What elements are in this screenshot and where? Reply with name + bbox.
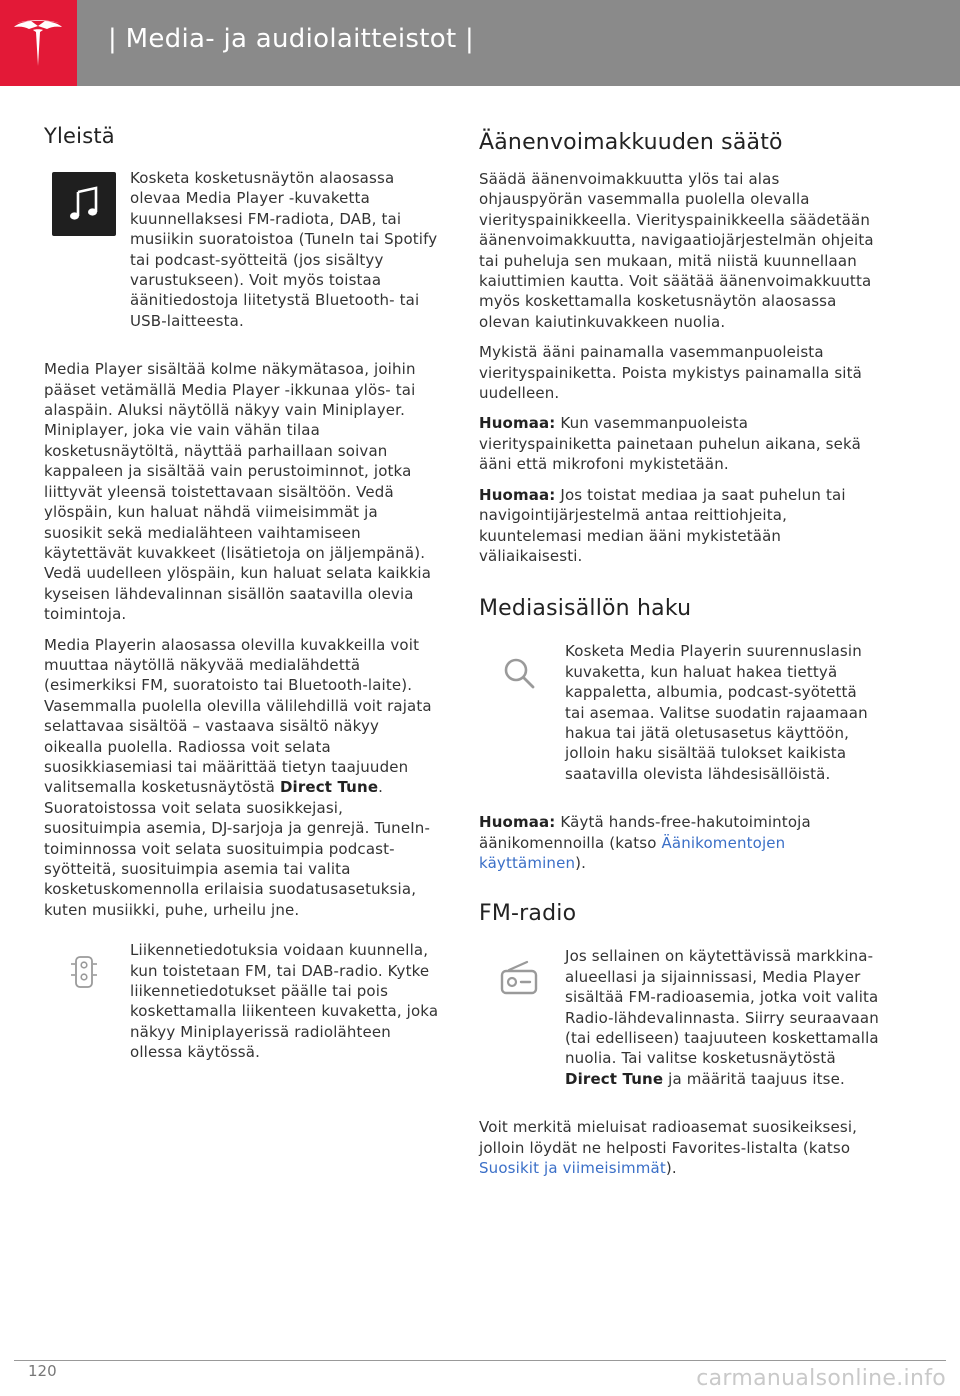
paragraph-media-sources-a: Media Playerin alaosassa olevilla kuvakkeilla voit muuttaa näytöllä näkyvää medialähdettä (esimerkiksi FM, suoratoisto tai Bluetooth-laite). Vasemmalla puolella olevilla välilehdillä voit rajata selattavaa sisältöä – vastaava sisältö näkyy oikealla puolella. Radiossa voit selata suosikkiasemiasi tai määrittää tietyn taajuuden valitsemalla kosketusnäytöstä: [44, 635, 432, 797]
fm-radio-text: [565, 946, 879, 1089]
fm-radio-block: [479, 946, 879, 1089]
fm-favorites-text-b: ).: [665, 1159, 677, 1178]
radio-icon-wrap: [487, 946, 551, 1010]
volume-note-1-text: Kun vasemmanpuoleista vierityspainiketta painetaan puhelun aikana, sekä ääni että mikrofoni mykistetään.: [479, 414, 861, 474]
search-icon-wrap: [487, 641, 551, 705]
page-header: [0, 0, 960, 86]
note-label: Huomaa:: [479, 485, 556, 504]
section-heading-general: Yleistä: [44, 124, 115, 148]
fm-favorites-paragraph: [479, 1117, 879, 1178]
fm-radio-text-a: Jos sellainen on käytettävissä markkina-alueellasi ja sijainnissasi, Media Player sisältää FM-radioasemia, jotka voit valita Radio-lähdevalinnasta. Siirry seuraavaan (tai edelliseen) taajuuteen koskettamalla nuolia. Tai valitse kosketusnäytöstä: [565, 947, 879, 1068]
volume-note-1: [479, 413, 879, 474]
traffic-light-icon: [69, 955, 99, 989]
volume-paragraph-1: Säädä äänenvoimakkuutta ylös tai alas ohjauspyörän vasemmalla puolella olevalla vierityspainikkeella. Vierityspainikkeella säädetään äänenvoimakkuutta, navigaatiojärjestelmän ohjeita tai puheluja sen mukaan, mitä niistä kuunnellaan kaiuttimien kautta. Voit säätää äänenvoimakkuutta myös koskettamalla kosketusnäytön alaosassa olevan kaiutinkuvakkeen nuolia.: [479, 170, 874, 331]
paragraph-media-sources-b: . Suoratoistossa voit selata suosikkejasi, suosituimpia asemia, DJ-sarjoja ja genrejä. TuneIn-toiminnossa voit selata suosituimpia podcast-syötteitä, suosituimpia asemia tai valita kosketuskomennolla erilaisia suodatusasetuksia, kuten musiikki, puhe, urheilu jne.: [44, 778, 431, 919]
direct-tune-keyword: Direct Tune: [565, 1069, 664, 1088]
search-text: Kosketa Media Playerin suurennuslasin kuvaketta, kun haluat hakea tiettyä kappaletta, albumia, podcast-syötettä tai asemaa. Valitse suodatin rajaamaan hakua tai jätä oletusasetus käyttöön, jolloin haku sisältää tulokset kaikista saatavilla olevista lähdesisällöistä.: [565, 642, 868, 783]
page-number: 120: [28, 1362, 57, 1380]
search-note-text-a: Käytä hands-free-hakutoimintoja äänikomennoilla (katso: [479, 813, 811, 852]
intro-text: Kosketa kosketusnäytön alaosassa olevaa Media Player -kuvaketta kuunnellaksesi FM-radiota, DAB, tai musiikin suoratoistoa (TuneIn tai Spotify tai podcast-syötteitä (jos sisältyy varustukseen). Voit myös toistaa äänitiedostoja liitetystä Bluetooth- tai USB-laitteesta.: [130, 169, 438, 330]
traffic-info-block: [44, 940, 440, 1062]
favorites-recents-link[interactable]: Suosikit ja viimeisimmät: [479, 1159, 666, 1178]
radio-icon: [499, 960, 539, 996]
volume-note-2: [479, 485, 879, 567]
section-heading-search: Mediasisällön haku: [479, 596, 692, 622]
volume-note-2-text: Jos toistat mediaa ja saat puhelun tai navigointijärjestelmä antaa reittiohjeita, kuuntelemasi median ääni mykistetään väliaikaisesti.: [479, 485, 846, 565]
volume-paragraph-2: Mykistä ääni painamalla vasemmanpuoleista vierityspainiketta. Poista mykistys painamalla sitä uudelleen.: [479, 343, 863, 403]
music-note-icon: [52, 172, 116, 236]
media-player-intro: [44, 168, 440, 331]
direct-tune-keyword: Direct Tune: [279, 778, 379, 797]
section-heading-fm-radio: FM-radio: [479, 901, 577, 927]
tesla-logo-icon: [13, 16, 63, 70]
left-column: [44, 124, 440, 1073]
search-block: [479, 641, 879, 784]
fm-favorites-text-a: Voit merkitä mieluisat radioasemat suosikeiksesi, jolloin löydät ne helposti Favorites-listalta (katso: [479, 1118, 858, 1157]
paragraph-view-levels: Media Player sisältää kolme näkymätasoa, joihin pääset vetämällä Media Player -ikkunaa ylös- tai alaspäin. Aluksi näytöllä näkyy vain Miniplayer. Miniplayer, joka vie vain vähän tilaa kosketusnäytöltä, näyttää parhaillaan soivan kappaleen ja sisältää vain perustoiminnot, jotka liittyvät yleensä toistettavaan sisältöön. Vedä ylöspäin, kun haluat nähdä viimeisimmät ja suosikit sekä medialähteen vaihtamiseen käytettävät kuvakkeet (lisätietoja on jäljempänä). Vedä uudelleen ylöspäin, kun haluat selata kaikkia kyseisen lähdevalinnan sisällön saatavilla olevia toimintoja.: [44, 360, 432, 624]
note-label: Huomaa:: [479, 414, 556, 433]
right-column: [479, 124, 879, 1188]
fm-radio-text-b: ja määritä taajuus itse.: [663, 1069, 845, 1088]
tesla-logo: [0, 0, 77, 86]
traffic-info-text: Liikennetiedotuksia voidaan kuunnella, kun toistetaan FM, tai DAB-radio. Kytke liikennetiedotukset päälle tai pois koskettamalla liikenteen kuvaketta, joka näkyy Miniplayerissä radiolähteen ollessa käytössä.: [130, 941, 439, 1062]
search-icon: [501, 655, 537, 691]
search-note: [479, 812, 879, 873]
search-note-text-b: ).: [575, 853, 587, 872]
note-label: Huomaa:: [479, 813, 556, 832]
page-title: | Media- ja audiolaitteistot |: [108, 24, 475, 54]
voice-commands-link[interactable]: Äänikomentojen käyttäminen: [479, 833, 786, 872]
watermark: carmanualsonline.info: [696, 1366, 946, 1391]
footer-divider: [14, 1360, 946, 1361]
paragraph-media-sources: [44, 635, 440, 921]
music-icon-wrap: [52, 172, 116, 236]
section-heading-volume: Äänenvoimakkuuden säätö: [479, 130, 783, 155]
traffic-icon-wrap: [52, 940, 116, 1004]
